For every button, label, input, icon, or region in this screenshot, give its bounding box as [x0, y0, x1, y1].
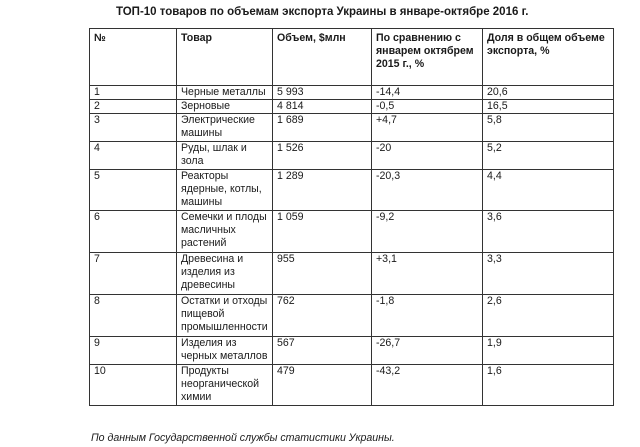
cell-share: 4,4: [483, 170, 614, 211]
table-row: [90, 114, 614, 142]
cell-volume: 5 993: [273, 86, 372, 100]
cell-product: Изделия из черных металлов: [177, 337, 273, 365]
table-row: [90, 100, 614, 114]
cell-change: +4,7: [372, 114, 483, 142]
cell-change: -1,8: [372, 295, 483, 337]
table-row: [90, 170, 614, 211]
cell-product: Остатки и отходы пищевой промышленности: [177, 295, 273, 337]
cell-product: Электрические машины: [177, 114, 273, 142]
cell-change: -20: [372, 142, 483, 170]
header-number: №: [90, 29, 177, 86]
cell-number: 9: [90, 337, 177, 365]
cell-change: -43,2: [372, 365, 483, 406]
cell-number: 2: [90, 100, 177, 114]
cell-volume: 1 289: [273, 170, 372, 211]
cell-share: 2,6: [483, 295, 614, 337]
table-row: [90, 211, 614, 253]
cell-change: +3,1: [372, 253, 483, 295]
table-row: [90, 295, 614, 337]
table-row: [90, 142, 614, 170]
cell-share: 1,9: [483, 337, 614, 365]
cell-number: 5: [90, 170, 177, 211]
cell-share: 16,5: [483, 100, 614, 114]
cell-share: 5,8: [483, 114, 614, 142]
cell-product: Черные металлы: [177, 86, 273, 100]
table-row: [90, 365, 614, 406]
cell-volume: 762: [273, 295, 372, 337]
cell-product: Зерновые: [177, 100, 273, 114]
cell-product: Руды, шлак и зола: [177, 142, 273, 170]
cell-number: 3: [90, 114, 177, 142]
table-header-row: [90, 29, 614, 86]
cell-volume: 479: [273, 365, 372, 406]
header-change: По сравнению с январем октябрем 2015 г., %: [372, 29, 483, 86]
cell-change: -20,3: [372, 170, 483, 211]
table-row: [90, 86, 614, 100]
cell-share: 20,6: [483, 86, 614, 100]
header-volume: Объем, $млн: [273, 29, 372, 86]
cell-volume: 1 689: [273, 114, 372, 142]
cell-volume: 1 526: [273, 142, 372, 170]
table-body: [90, 86, 614, 406]
cell-share: 3,3: [483, 253, 614, 295]
cell-change: -9,2: [372, 211, 483, 253]
cell-change: -0,5: [372, 100, 483, 114]
cell-number: 8: [90, 295, 177, 337]
cell-change: -26,7: [372, 337, 483, 365]
table-row: [90, 253, 614, 295]
cell-product: Продукты неорганической химии: [177, 365, 273, 406]
cell-volume: 4 814: [273, 100, 372, 114]
cell-number: 4: [90, 142, 177, 170]
source-note: По данным Государственной службы статистики Украины.: [91, 432, 395, 444]
table-row: [90, 337, 614, 365]
cell-share: 3,6: [483, 211, 614, 253]
cell-share: 1,6: [483, 365, 614, 406]
cell-product: Древесина и изделия из древесины: [177, 253, 273, 295]
cell-share: 5,2: [483, 142, 614, 170]
cell-volume: 955: [273, 253, 372, 295]
cell-number: 1: [90, 86, 177, 100]
cell-product: Семечки и плоды масличных растений: [177, 211, 273, 253]
cell-number: 6: [90, 211, 177, 253]
header-product: Товар: [177, 29, 273, 86]
cell-volume: 567: [273, 337, 372, 365]
cell-volume: 1 059: [273, 211, 372, 253]
export-table: [89, 28, 614, 406]
cell-number: 10: [90, 365, 177, 406]
cell-number: 7: [90, 253, 177, 295]
table-title: ТОП-10 товаров по объемам экспорта Украины в январе-октябре 2016 г.: [116, 6, 529, 18]
cell-product: Реакторы ядерные, котлы, машины: [177, 170, 273, 211]
cell-change: -14,4: [372, 86, 483, 100]
header-share: Доля в общем объеме экспорта, %: [483, 29, 614, 86]
